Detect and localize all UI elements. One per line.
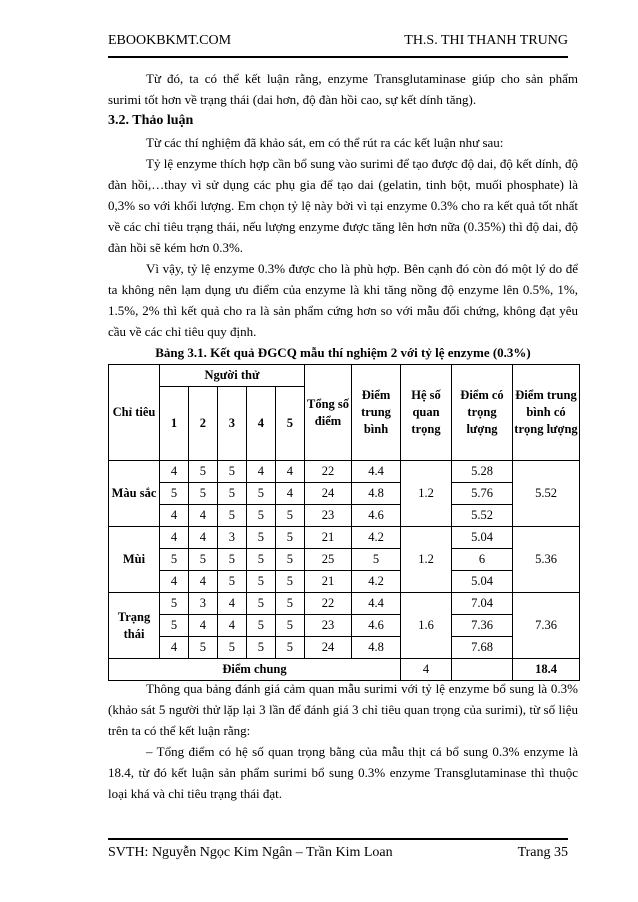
table-row [109, 549, 580, 571]
table-cell-weighted: 7.04 [452, 593, 513, 615]
paragraph-bullet: – Tổng điểm có hệ số quan trọng bằng của mẫu thịt cá bổ sung 0.3% enzyme là 18.4, từ đó kết luận sản phẩm surimi bổ sung 0.3% enzyme Transglutaminase thì thuộc loại khá và chỉ tiêu trạng thái đạt. [108, 744, 578, 801]
table-cell: 4 [160, 505, 189, 527]
table-cell: 5 [246, 571, 275, 593]
paragraph-reason: Vì vậy, tỷ lệ enzyme 0.3% được cho là phù hợp. Bên cạnh đó còn đó một lý do để ta không nên lạm dụng ưu điểm của enzyme là khi tăng nồng độ enzyme lên 0.5%, 1%, 1.5%, 2% thì kết quả cho ra là sản phẩm cứng hơn so với mẫu đối chứng, không đạt yêu cầu về các chỉ tiêu quy định. [108, 261, 578, 339]
table-caption: Bảng 3.1. Kết quả ĐGCQ mẫu thí nghiệm 2 với tỷ lệ enzyme (0.3%) [155, 345, 531, 360]
table-cell: 5 [217, 505, 246, 527]
table-cell: 22 [305, 593, 352, 615]
header-rule [108, 56, 568, 58]
table-cell: 22 [305, 461, 352, 483]
total-label: Điểm chung [109, 659, 401, 681]
table-cell: 5 [246, 615, 275, 637]
table-cell: 3 [217, 527, 246, 549]
table-cell: 5 [217, 637, 246, 659]
table-cell: 5 [246, 505, 275, 527]
document-body-after [108, 678, 578, 804]
table-cell: 5 [188, 483, 217, 505]
table-cell: 4.8 [352, 637, 401, 659]
table-cell: 4.8 [352, 483, 401, 505]
table-cell: 5 [217, 549, 246, 571]
table-cell-weighted: 5.04 [452, 527, 513, 549]
paragraph-conclusion: Từ đó, ta có thể kết luận rằng, enzyme Transglutaminase giúp cho sản phẩm surimi tốt hơn về trạng thái (dai hơn, độ đàn hồi cao, sự kết dính tăng). [108, 71, 578, 107]
table-cell: 5 [246, 637, 275, 659]
total-score: 18.4 [513, 659, 580, 681]
row-avg-weighted: 5.36 [513, 527, 580, 593]
table-cell: 4.6 [352, 615, 401, 637]
table-cell: 23 [305, 615, 352, 637]
table-cell: 5 [217, 461, 246, 483]
table-row [109, 571, 580, 593]
table-cell: 5 [275, 527, 304, 549]
table-cell: 4.2 [352, 571, 401, 593]
header-diem-trung-binh: Điểm trung bình [352, 365, 401, 461]
header-nguoi-1: 1 [160, 387, 189, 461]
footer-rule [108, 838, 568, 840]
header-chi-tieu: Chỉ tiêu [109, 365, 160, 461]
table-cell-weighted: 7.68 [452, 637, 513, 659]
table-row [109, 615, 580, 637]
table-cell: 5 [246, 483, 275, 505]
table-cell: 25 [305, 549, 352, 571]
table-cell: 5 [217, 483, 246, 505]
table-cell: 4 [275, 483, 304, 505]
table-cell-weighted: 7.36 [452, 615, 513, 637]
table-cell: 21 [305, 527, 352, 549]
table-cell: 4 [188, 615, 217, 637]
table-cell: 5 [160, 593, 189, 615]
table-cell: 4 [160, 571, 189, 593]
table-row [109, 483, 580, 505]
table-cell: 5 [275, 549, 304, 571]
table-cell: 4 [246, 461, 275, 483]
results-table [108, 364, 580, 681]
table-cell: 4 [217, 593, 246, 615]
table-cell: 5 [217, 571, 246, 593]
table-cell-weighted: 6 [452, 549, 513, 571]
table-cell: 4 [160, 637, 189, 659]
table-cell: 4 [188, 527, 217, 549]
table-cell: 5 [188, 461, 217, 483]
table-row [109, 637, 580, 659]
header-diem-co-trong-luong: Điểm có trọng lượng [452, 365, 513, 461]
table-row [109, 505, 580, 527]
table-cell: 4 [188, 505, 217, 527]
table-cell: 5 [160, 549, 189, 571]
row-group-name: Mùi [109, 527, 160, 593]
table-cell: 5 [275, 637, 304, 659]
header-nguoi-2: 2 [188, 387, 217, 461]
header-nguoi-3: 3 [217, 387, 246, 461]
table-cell: 4 [188, 571, 217, 593]
table-row [109, 527, 580, 549]
table-row [109, 461, 580, 483]
header-diem-tb-co-trong-luong: Điểm trung bình có trọng lượng [513, 365, 580, 461]
table-cell: 21 [305, 571, 352, 593]
table-cell: 5 [246, 527, 275, 549]
table-cell: 5 [188, 637, 217, 659]
header-tong-diem: Tổng số điểm [305, 365, 352, 461]
table-cell: 4.2 [352, 527, 401, 549]
row-group-name: Màu sắc [109, 461, 160, 527]
total-he-so: 4 [401, 659, 452, 681]
table-cell: 5 [188, 549, 217, 571]
row-he-so: 1.2 [401, 461, 452, 527]
table-row [109, 593, 580, 615]
table-cell: 5 [275, 571, 304, 593]
table-cell: 5 [352, 549, 401, 571]
table-cell: 5 [275, 505, 304, 527]
table-cell-weighted: 5.76 [452, 483, 513, 505]
table-cell: 5 [275, 593, 304, 615]
paragraph-intro: Từ các thí nghiệm đã khảo sát, em có thể rút ra các kết luận như sau: [146, 135, 504, 150]
row-avg-weighted: 7.36 [513, 593, 580, 659]
table-cell: 5 [160, 615, 189, 637]
header-right: TH.S. THI THANH TRUNG [404, 33, 568, 48]
header-left: EBOOKBKMT.COM [108, 33, 232, 48]
paragraph-summary: Thông qua bảng đánh giá cảm quan mẫu surimi với tỷ lệ enzyme bổ sung là 0.3% (khảo sát 5 người thử lặp lại 3 lần để đánh giá 3 chỉ tiêu quan trọng của surimi), từ số liệu trên ta có thể kết luận rằng: [108, 681, 578, 738]
table-cell-weighted: 5.52 [452, 505, 513, 527]
header-nguoi-4: 4 [246, 387, 275, 461]
footer-page-number: Trang 35 [517, 845, 568, 860]
table-cell: 4 [160, 461, 189, 483]
table-cell: 4.4 [352, 593, 401, 615]
table-cell: 4 [275, 461, 304, 483]
table-cell-weighted: 5.28 [452, 461, 513, 483]
table-cell: 4.4 [352, 461, 401, 483]
table-cell: 5 [275, 615, 304, 637]
table-cell: 4 [160, 527, 189, 549]
table-cell: 5 [246, 549, 275, 571]
table-cell: 24 [305, 637, 352, 659]
paragraph-ratio: Tỷ lệ enzyme thích hợp cần bổ sung vào surimi để tạo được độ dai, độ kết dính, độ đàn hồi,…thay vì sử dụng các phụ gia để tạo dai (gelatin, tinh bột, muối phosphate) là 0,3% so với khối lượng. Em chọn tỷ lệ này bởi vì tại enzyme 0.3% cho ra kết quả tốt nhất về các chỉ tiêu trạng thái, nếu lượng enzyme được tăng lên hơn nữa (0.35%) thì độ dai, độ đàn hồi sẽ kém hơn 0.3%. [108, 156, 578, 255]
row-group-name: Trạng thái [109, 593, 160, 659]
document-body [108, 68, 578, 681]
table-cell: 24 [305, 483, 352, 505]
footer-left: SVTH: Nguyễn Ngọc Kim Ngân – Trần Kim Loan [108, 845, 393, 860]
table-cell: 4.6 [352, 505, 401, 527]
row-avg-weighted: 5.52 [513, 461, 580, 527]
table-cell: 3 [188, 593, 217, 615]
table-cell: 5 [160, 483, 189, 505]
table-cell-weighted: 5.04 [452, 571, 513, 593]
header-nguoi-5: 5 [275, 387, 304, 461]
section-heading: 3.2. Thảo luận [108, 113, 194, 128]
table-cell: 5 [246, 593, 275, 615]
table-cell: 23 [305, 505, 352, 527]
header-he-so: Hệ số quan trọng [401, 365, 452, 461]
row-he-so: 1.2 [401, 527, 452, 593]
row-he-so: 1.6 [401, 593, 452, 659]
table-cell: 4 [217, 615, 246, 637]
header-nguoi-thu: Người thử [160, 365, 305, 387]
